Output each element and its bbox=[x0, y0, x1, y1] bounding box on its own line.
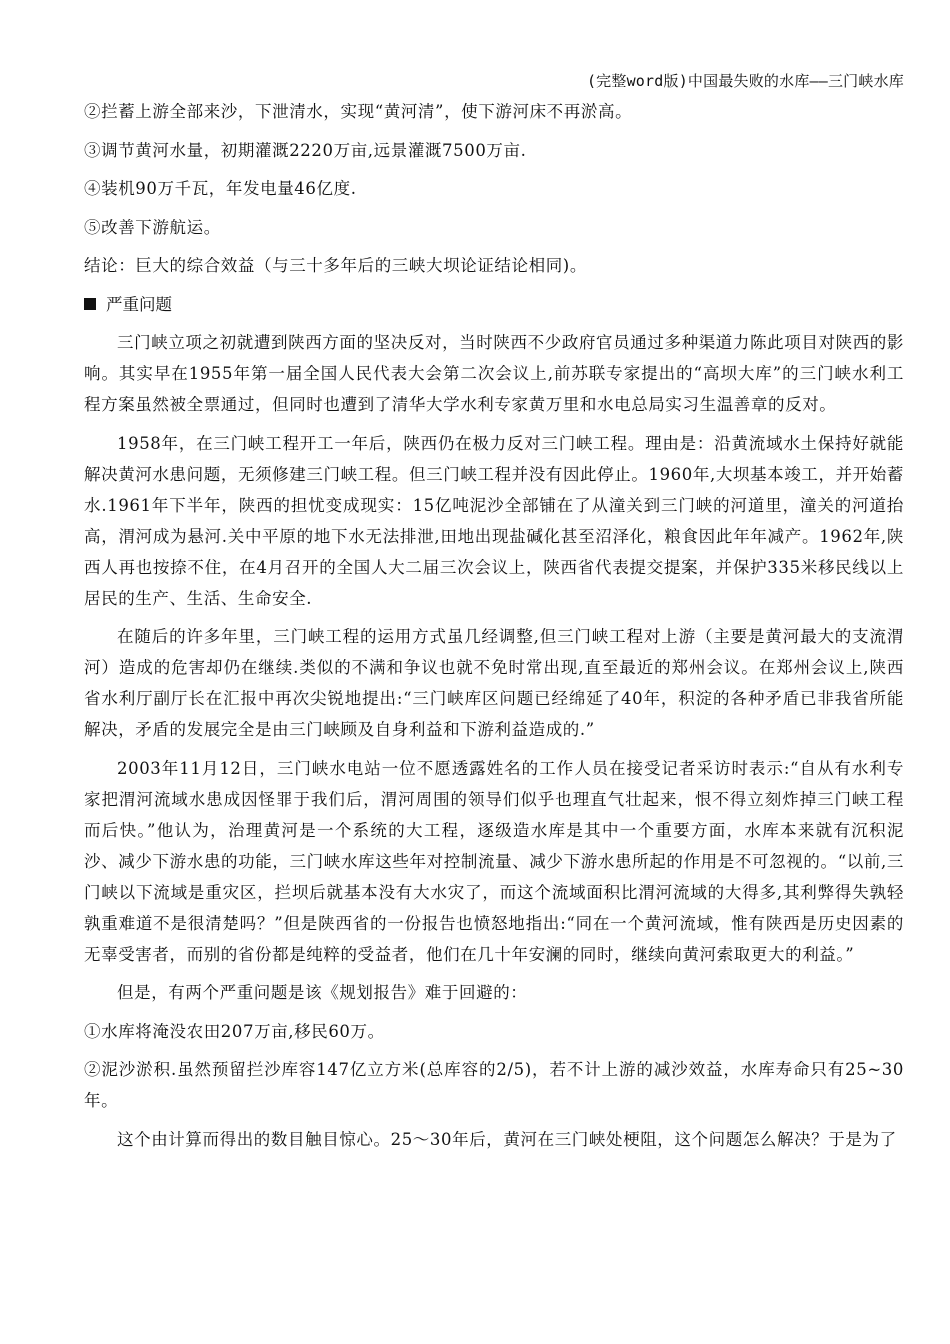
section-heading bbox=[84, 289, 904, 320]
list-item-4: ④装机90万千瓦，年发电量46亿度. bbox=[84, 179, 357, 198]
page-header: (完整word版)中国最失败的水库——三门峡水库 bbox=[586, 72, 904, 90]
closing-paragraph: 这个由计算而得出的数目触目惊心。25～30年后，黄河在三门峡处梗阻，这个问题怎么解决？于是为了 bbox=[117, 1129, 897, 1149]
document-body bbox=[84, 96, 904, 1162]
paragraph-2: 1958年，在三门峡工程开工一年后，陕西仍在极力反对三门峡工程。理由是：沿黄流域水土保持好就能解决黄河水患问题，无须修建三门峡工程。但三门峡工程并没有因此停止。1960年,大坝基本竣工，并开始蓄水.1961年下半年，陕西的担忧变成现实：15亿吨泥沙全部铺在了从潼关到三门峡的河道里，潼关的河道抬高，渭河成为悬河.关中平原的地下水无法排泄,田地出现盐碱化甚至沼泽化，粮食因此年年减产。1962年,陕西人再也按捺不住，在4月召开的全国人大二届三次会议上，陕西省代表提交提案，并保护335米移民线以上居民的生产、生活、生命安全. bbox=[84, 433, 904, 608]
black-square-icon bbox=[84, 298, 96, 310]
list-item-3: ③调节黄河水量，初期灌溉2220万亩,远景灌溉7500万亩. bbox=[84, 140, 527, 160]
paragraph-4: 2003年11月12日，三门峡水电站一位不愿透露姓名的工作人员在接受记者采访时表示:“自从有水利专家把渭河流域水患成因怪罪于我们后，渭河周围的领导们似乎也理直气壮起来，恨不得立刻炸掉三门峡工程而后快。”他认为，治理黄河是一个系统的大工程，逐级造水库是其中一个重要方面，水库本来就有沉积泥沙、减少下游水患的功能，三门峡水库这些年对控制流量、减少下游水患所起的作用是不可忽视的。“以前,三门峡以下流域是重灾区，拦坝后就基本没有大水灾了，而这个流域面积比渭河流域的大得多,其利弊得失孰轻孰重难道不是很清楚吗？”但是陕西省的一份报告也愤怒地指出:“同在一个黄河流域，惟有陕西是历史因素的无辜受害者，而别的省份都是纯粹的受益者，他们在几十年安澜的同时，继续向黄河索取更大的利益。” bbox=[84, 758, 904, 964]
list-item-2: ②拦蓄上游全部来沙，下泄清水，实现“黄河清”，使下游河床不再淤高。 bbox=[84, 102, 633, 121]
section-heading-label: 严重问题 bbox=[106, 294, 172, 314]
problem-item-2: ②泥沙淤积.虽然预留拦沙库容147亿立方米(总库容的2/5)，若不计上游的减沙效益，水库寿命只有25~30年。 bbox=[84, 1060, 904, 1110]
conclusion-line: 结论：巨大的综合效益（与三十多年后的三峡大坝论证结论相同)。 bbox=[84, 256, 587, 275]
problem-item-1: ①水库将淹没农田207万亩,移民60万。 bbox=[84, 1021, 385, 1041]
paragraph-3: 在随后的许多年里，三门峡工程的运用方式虽几经调整,但三门峡工程对上游（主要是黄河最大的支流渭河）造成的危害却仍在继续.类似的不满和争议也就不免时常出现,直至最近的郑州会议。在郑州会议上,陕西省水利厅副厅长在汇报中再次尖锐地提出:“三门峡库区问题已经绵延了40年，积淀的各种矛盾已非我省所能解决，矛盾的发展完全是由三门峡顾及自身利益和下游利益造成的.” bbox=[84, 627, 904, 739]
list-item-5: ⑤改善下游航运。 bbox=[84, 217, 221, 237]
paragraph-5: 但是，有两个严重问题是该《规划报告》难于回避的： bbox=[117, 983, 528, 1002]
paragraph-1: 三门峡立项之初就遭到陕西方面的坚决反对，当时陕西不少政府官员通过多种渠道力陈此项目对陕西的影响。其实早在1955年第一届全国人民代表大会第二次会议上,前苏联专家提出的“高坝大库”的三门峡水利工程方案虽然被全票通过，但同时也遭到了清华大学水利专家黄万里和水电总局实习生温善章的反对。 bbox=[84, 333, 904, 414]
